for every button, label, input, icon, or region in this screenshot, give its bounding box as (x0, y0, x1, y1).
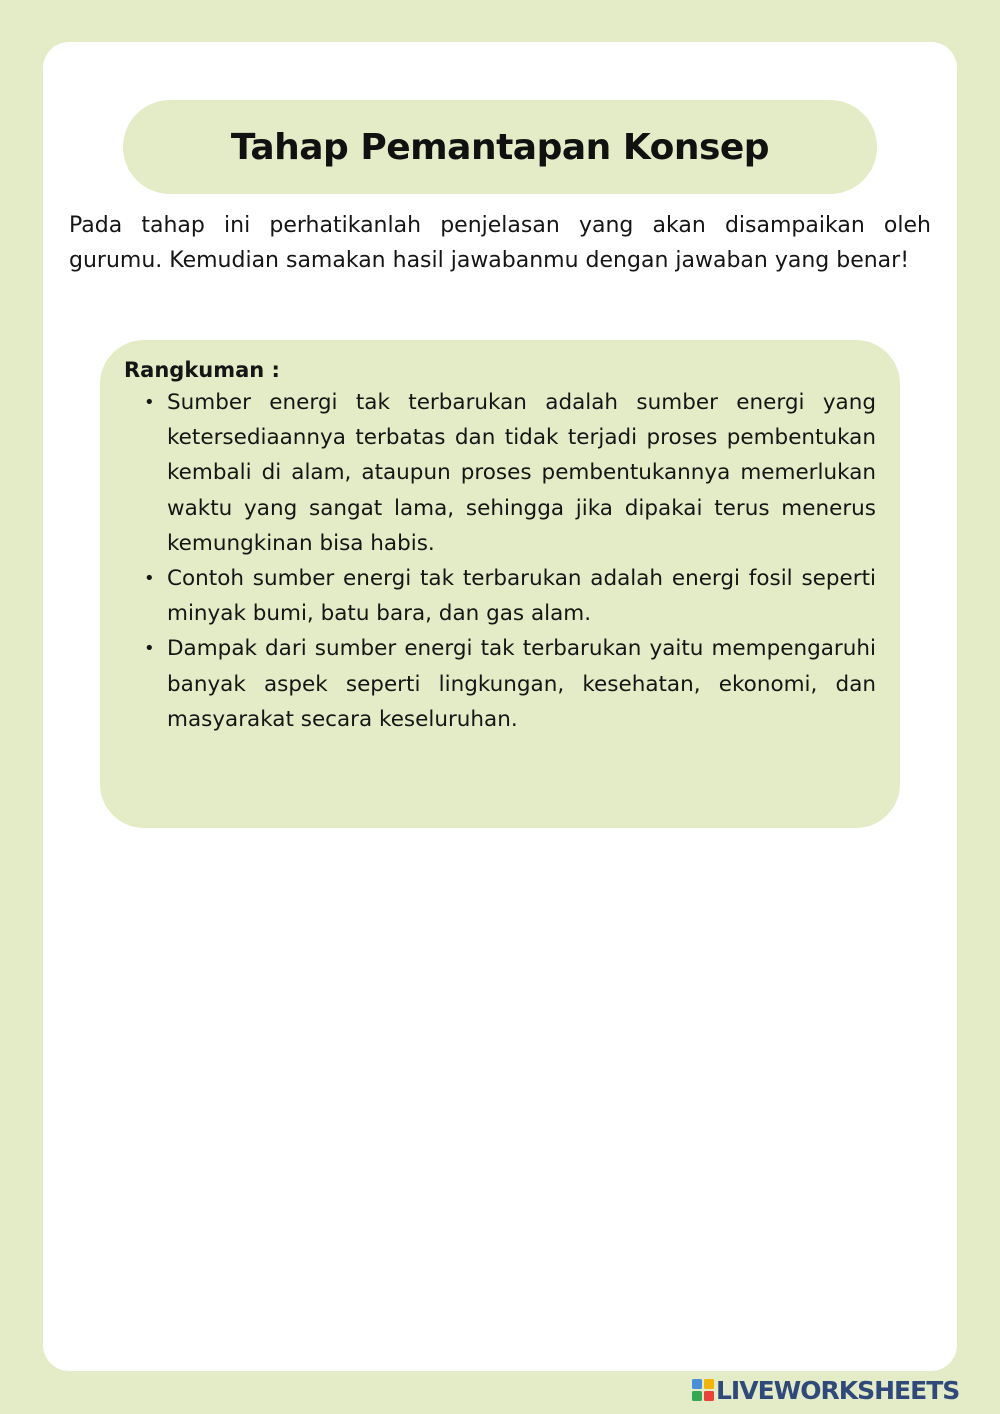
summary-item-text: Contoh sumber energi tak terbarukan adalah energi fosil seperti minyak bumi, batu bara, dan gas alam. (167, 566, 876, 627)
summary-item (124, 385, 876, 561)
title-banner (123, 100, 877, 194)
summary-item (124, 561, 876, 631)
worksheet-card (43, 42, 957, 1371)
liveworksheets-mark-icon (692, 1379, 714, 1401)
liveworksheets-logo[interactable] (692, 1375, 959, 1405)
summary-panel (100, 340, 900, 828)
summary-item-text: Sumber energi tak terbarukan adalah sumber energi yang ketersediaannya terbatas dan tidak terjadi proses pembentukan kembali di alam, ataupun proses pembentukannya memerlukan waktu yang sangat lama, sehingga jika dipakai terus menerus kemungkinan bisa habis. (167, 390, 876, 556)
summary-list (124, 385, 876, 737)
bullet-icon: • (144, 638, 155, 660)
bullet-icon: • (144, 568, 155, 590)
summary-item-text: Dampak dari sumber energi tak terbarukan yaitu mempengaruhi banyak aspek seperti lingkungan, kesehatan, ekonomi, dan masyarakat secara keseluruhan. (167, 636, 876, 732)
summary-item (124, 631, 876, 737)
page-title: Tahap Pemantapan Konsep (230, 126, 770, 168)
summary-heading: Rangkuman : (124, 358, 280, 382)
liveworksheets-logo-text: LIVEWORKSHEETS (716, 1375, 960, 1405)
intro-paragraph: Pada tahap ini perhatikanlah penjelasan yang akan disampaikan oleh gurumu. Kemudian samakan hasil jawabanmu dengan jawaban yang benar! (69, 213, 931, 273)
bullet-icon: • (144, 392, 155, 413)
